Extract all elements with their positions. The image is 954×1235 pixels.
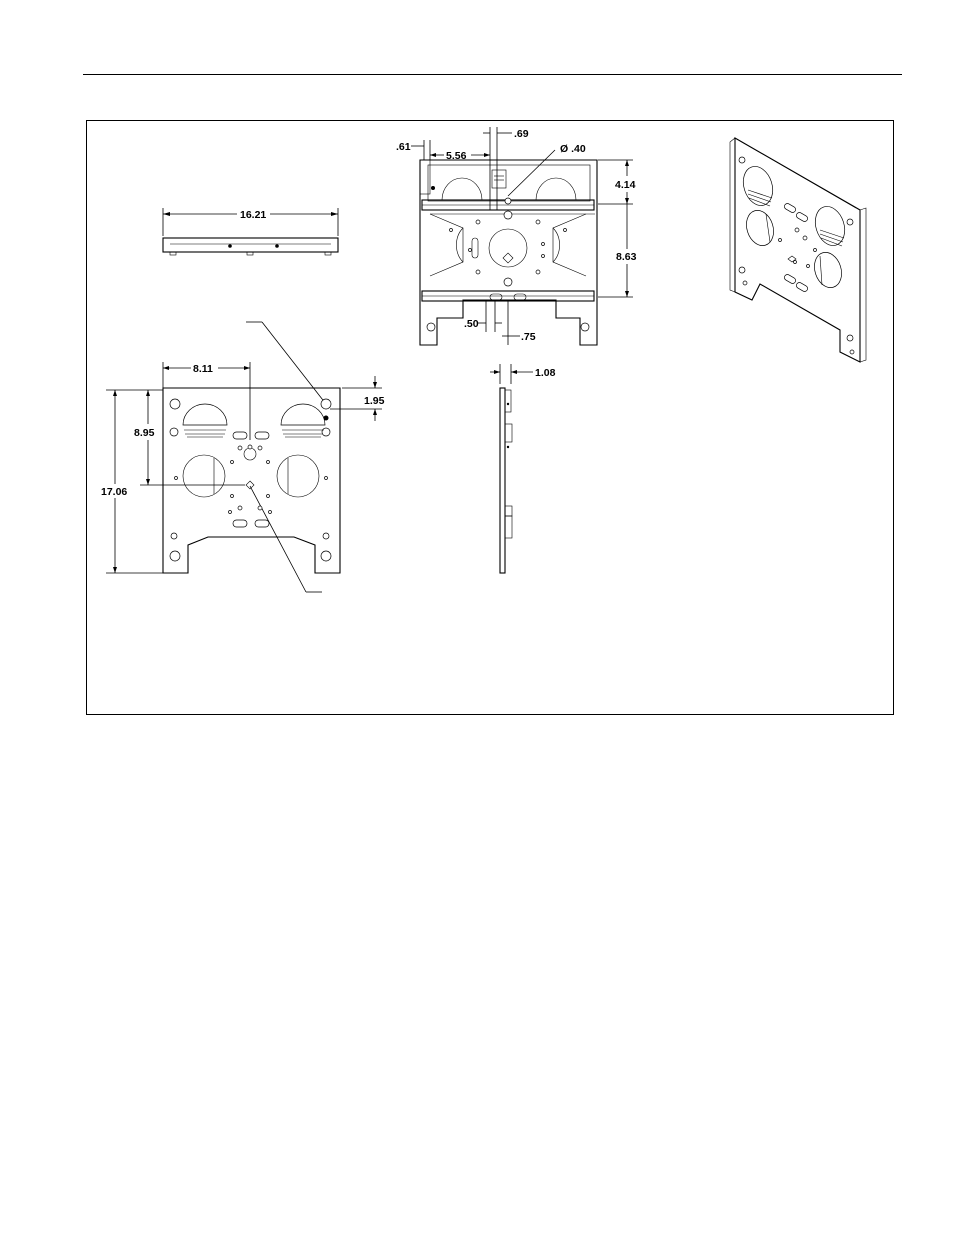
dim-depth-108: 1.08	[535, 367, 556, 379]
dim-offset-075: .75	[521, 331, 536, 343]
dim-height-1706: 17.06	[101, 486, 128, 498]
isometric-view	[730, 138, 866, 362]
dim-offset-050: .50	[464, 318, 479, 330]
dim-front-width: 16.21	[240, 209, 267, 221]
dim-height-195: 1.95	[364, 395, 385, 407]
dim-offset-556: 5.56	[446, 150, 467, 162]
side-view	[490, 364, 556, 573]
dim-offset-061: .61	[396, 141, 411, 153]
dim-height-895: 8.95	[134, 427, 155, 439]
dim-center-811: 8.11	[193, 363, 213, 375]
front-view	[396, 127, 637, 345]
rear-view	[101, 322, 385, 592]
dim-offset-069: .69	[514, 128, 529, 140]
dim-hole-diameter: Ø .40	[560, 143, 586, 155]
dim-height-414: 4.14	[615, 179, 636, 191]
dim-height-863: 8.63	[616, 251, 637, 263]
top-edge-view	[163, 208, 338, 255]
